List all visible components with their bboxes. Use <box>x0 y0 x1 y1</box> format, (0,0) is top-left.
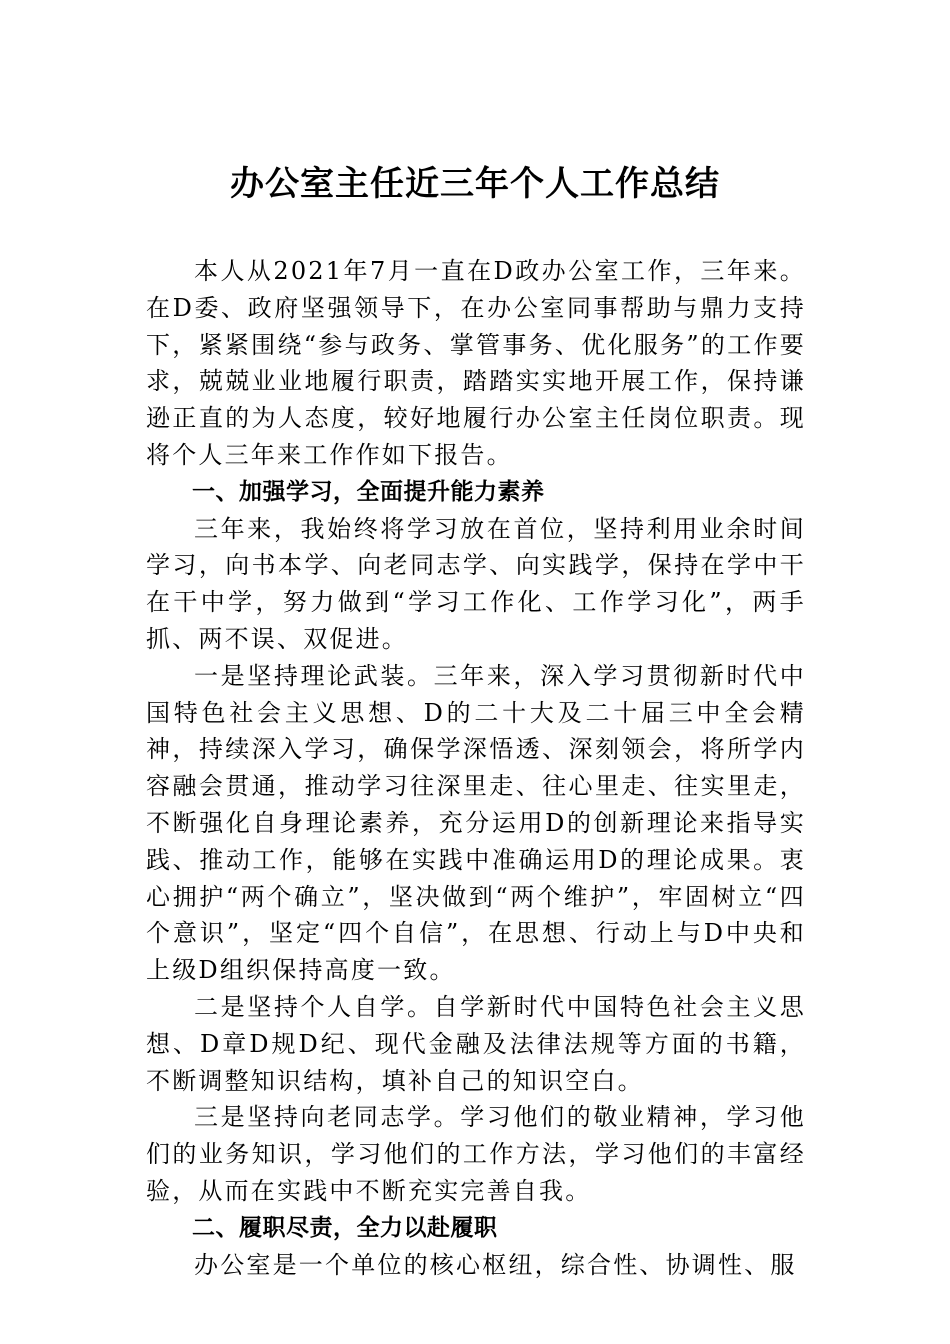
document-title: 办公室主任近三年个人工作总结 <box>230 164 720 204</box>
section-heading-2: 二、履职尽责，全力以赴履职 <box>192 1214 498 1241</box>
theory-study-paragraph: 一是坚持理论武装。三年来，深入学习贯彻新时代中国特色社会主义思想、D的二十大及二十届三中全会精神，持续深入学习，确保学深悟透、深刻领会，将所学内容融会贯通，推动学习往深里走、往心里走、往实里走，不断强化自身理论素养，充分运用D的创新理论来指导实践、推动工作，能够在实践中准确运用D的理论成果。衷心拥护“两个确立”，坚决做到“两个维护”，牢固树立“四个意识”，坚定“四个自信”，在思想、行动上与D中央和上级D组织保持高度一致。 <box>146 661 806 985</box>
section-1-paragraph: 三年来，我始终将学习放在首位，坚持利用业余时间学习，向书本学、向老同志学、向实践学，保持在学中干在干中学，努力做到“学习工作化、工作学习化”，两手抓、两不误、双促进。 <box>146 514 806 653</box>
section-heading-1: 一、加强学习，全面提升能力素养 <box>192 478 545 505</box>
self-study-paragraph: 二是坚持个人自学。自学新时代中国特色社会主义思想、D章D规D纪、现代金融及法律法规等方面的书籍，不断调整知识结构，填补自己的知识空白。 <box>146 992 806 1095</box>
section-2-paragraph: 办公室是一个单位的核心枢纽，综合性、协调性、服 <box>194 1250 797 1279</box>
intro-paragraph: 本人从2021年7月一直在D政办公室工作，三年来。在D委、政府坚强领导下，在办公室同事帮助与鼎力支持下，紧紧围绕“参与政务、掌管事务、优化服务”的工作要求，兢兢业业地履行职责，踏踏实实地开展工作，保持谦逊正直的为人态度，较好地履行办公室主任岗位职责。现将个人三年来工作作如下报告。 <box>146 257 806 469</box>
document-body <box>146 253 806 1283</box>
learn-from-veterans-paragraph: 三是坚持向老同志学。学习他们的敬业精神，学习他们的业务知识，学习他们的工作方法，学习他们的丰富经验，从而在实践中不断充实完善自我。 <box>146 1103 806 1205</box>
